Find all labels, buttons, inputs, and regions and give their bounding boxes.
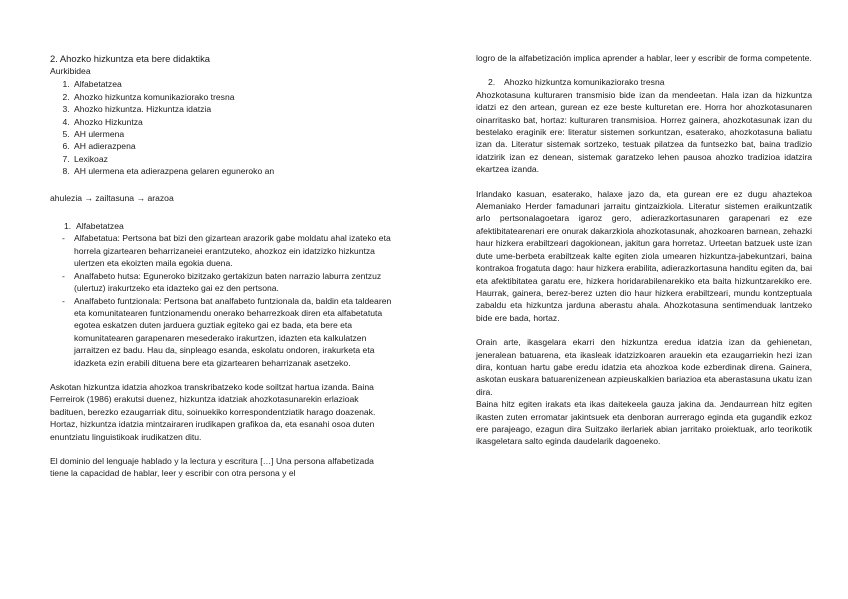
definition-item: - Alfabetatua: Pertsona bat bizi den gizartean arazorik gabe moldatu ahal izateko eta horrela gizartearen beharrizaneiei erantzuteko, ahozkoz ein idatzizko hizkuntza ulertzen eta ekoizten maila egokia duena. <box>64 232 394 269</box>
chapter-title: 2. Ahozko hizkuntza eta bere didaktika <box>50 53 210 64</box>
section-number: 2. <box>488 77 496 88</box>
section-title: Alfabetatzea <box>76 221 124 232</box>
definition-list <box>50 232 394 368</box>
body-paragraph: Irlandako kasuan, esaterako, halaxe jazo da, eta gurean ere ez dugu ahaztekoa Alemaniako Herder famadunari jarraitu gintzaizkiola. Literatur sistemen eraikuntzatik arlo pertsonalagoetara igaroz gero, adierazkortasunaren garapenari ez eze afektibitatearenari ere onurak dakarzkiola ahozkotasunak, ahozkoaren barnean, zehazki haur hizkera erabiltzeari dagokionean, jakitun gara horretaz. Urteetan batzuek uste izan dute ume-berbeta erabiltzeak kalte egiten ziola umearen hizkuntza-jabekuntzari, baina kontrakoa frogatuta dago: haur hizkera erabilita, adierazkortasuna handitu egiten da, bai eta afektibitatea garatu ere, hizkera horidarabilenarekiko eta baita hizkuntzarekiko ere. Haurrak, gainera, berez-berez uzten dio haur hizkera erabiltzeari, mundu kontzeptuala zabaldu eta hizkuntza jarduna aberastu ahala. Ahozkotasuna sentimenduak lantzeko bide ere bada, hortaz. <box>476 188 812 323</box>
section-title: Ahozko hizkuntza komunikaziorako tresna <box>504 77 665 88</box>
section-heading <box>50 220 394 232</box>
toc-item: 5. AH ulermena <box>72 128 394 140</box>
arrow-line: ahulezia → zailtasuna → arazoa <box>50 192 174 203</box>
body-paragraph: Askotan hizkuntza idatzia ahozkoa transkribatzeko kode soiltzat hartua izanda. Baina Ferreirok (1986) erakutsi duenez, hizkuntza idatziak ahozkotasunarekin erlazioak badituen, berezko ezaugarriak ditu, soinuekiko korrespondentziatik harago doazenak. Hortaz, hizkuntza idatzia mintzairaren irudikapen grafikoa da, eta esanahi osoa duten enuntziatu linguistikoak irudikatzen ditu. <box>50 381 376 442</box>
toc-heading: Aurkibidea <box>50 66 91 76</box>
body-paragraph: El dominio del lenguaje hablado y la lectura y escritura […] Una persona alfabetizada tiene la capacidad de hablar, leer y escribir con otra persona y el <box>50 455 374 479</box>
toc-item: 6. AH adierazpena <box>72 140 394 152</box>
body-paragraph: Ahozkotasuna kulturaren transmisio bide izan da mendeetan. Hala izan da hizkuntza idatzi ez den artean, gurean ez eze beste kulturetan ere. Horra hor ahozkotasunaren oinarritasko bat, hortaz: kulturaren transmisioa. Horrez gainera, ahozkotasunak izan du bestelako eraginik ere: literatur sistemen sorkuntzan, esaterako, ahozkotasuna baliatu izan da. Literatur sistemak sortzeko, testuak pilatzea da funtsezko bat, baina tradizio idatzirik izan ez denean, sistemak garatzeko lehen pausoa ahozko tradizioa idatzira ekartzea izanda. <box>476 89 812 175</box>
table-of-contents <box>50 78 394 177</box>
definition-item: - Analfabeto funtzionala: Pertsona bat analfabeto funtzionala da, baldin eta taldearen eta komunitatearen funtzionamendu onerako beharrezkoak diren eta alfabetatuta egotea eskatzen duten jarduera guztiak egiteko gai ez bada, eta bere eta komunitatearen garapenaren mesederako irakurtzen, idazten eta kalkulatzen jarraitzen ez badu. Hau da, sinpleago esanda, eskolatu ondoren, irakurketa eta idazketa ezin erabili dituena bere eta gizartearen beharrizanak asetzeko. <box>64 295 394 369</box>
body-paragraph: logro de la alfabetización implica aprender a hablar, leer y escribir de forma competente. <box>476 53 812 63</box>
toc-item: 1. Alfabetatzea <box>72 78 394 90</box>
section-number: 1. <box>64 221 72 232</box>
body-paragraph: Orain arte, ikasgelara ekarri den hizkuntza eredua idatzia izan da gehienetan, jeneralean batuarena, eta ikasleak idatzizkoaren arauekin eta ezaugarriekin hezi izan dira, kontuan hartu gabe eredu idatzia eta ahozkoa kode ezberdinak direna. Gainera, askotan euskara batuarenizenean azpieuskalkien bariazioa eta aberastasuna ukatu izan dira. <box>476 337 812 397</box>
toc-item: 8. AH ulermena eta adierazpena gelaren eguneroko an <box>72 165 394 177</box>
toc-item: 7. Lexikoaz <box>72 153 394 165</box>
body-paragraph: Baina hitz egiten irakats eta ikas daitekeela gauza jakina da. Jendaurrean hitz egiten ikasten zuten erromatar jakintsuek eta denboran aurrerago eginda eta gugandik ezkoz ere parajeago, ezagun dira Suitzako ilerlariek abian jarritako proiektuak, arlo teorikotik ikasgeletara salto eginda daudelarik dagoeneko. <box>476 399 812 447</box>
right-page <box>424 0 848 599</box>
toc-item: 4. Ahozko Hizkuntza <box>72 116 394 128</box>
toc-item: 2. Ahozko hizkuntza komunikaziorako tresna <box>72 91 394 103</box>
definition-item: - Analfabeto hutsa: Eguneroko bizitzako gertakizun baten narrazio laburra zentzuz (ulertuz) irakurtzeko eta idazteko gai ez den pertsona. <box>64 270 394 295</box>
toc-item: 3. Ahozko hizkuntza. Hizkuntza idatzia <box>72 103 394 115</box>
section-heading <box>476 76 812 88</box>
